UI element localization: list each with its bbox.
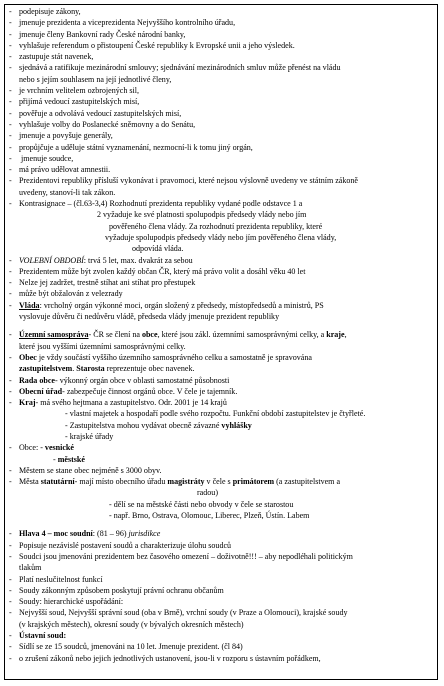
spacer: [19, 322, 433, 329]
list-item-continuation: - Zastupitelstva mohou vydávat obecně závazné vyhlášky: [65, 420, 252, 430]
list-item-continuation: uvedeny, stanoví-li tak zákon.: [19, 187, 116, 197]
list-item: - Městem se stane obec nejméně s 3000 obyv.: [9, 465, 162, 475]
list-item: - vyhlašuje referendum o přistoupení České republiky k Evropské unii a jeho výsledek.: [9, 40, 295, 50]
list-item: - sjednává a ratifikuje mezinárodní smlouvy; sjednávání mezinárodních smluv může přenést na vládu: [9, 63, 341, 73]
list-item: - Územní samospráva- ČR se člení na obce, které jsou zákl. územními samosprávnými celky, a kraje,: [9, 330, 347, 340]
list-item: - podepisuje zákony,: [9, 7, 81, 16]
list-item: - Nejvyšší soud, Nejvyšší správní soud (oba v Brně), vrchní soudy (v Praze a Olomouci), krajské soudy: [9, 608, 348, 618]
list-item-continuation: vyžaduje spolupodpis předsedy vlády nebo jím pověřeného člena vlády,: [105, 232, 337, 242]
spacer: [19, 521, 433, 528]
list-item: - Ústavní soud:: [9, 631, 67, 641]
list-item: - Prezidentovi republiky přísluší vykonávat i pravomoci, které nejsou výslovně uvedeny ve státním zákoně: [9, 176, 359, 186]
list-item: - o zrušení zákonů nebo jejich jednotlivých ustanovení, jsou-li v rozporu s ústavním pořádkem,: [9, 653, 321, 663]
list-item: - VOLEBNÍ OBDOBÍ: trvá 5 let, max. dvakrát za sebou: [9, 255, 193, 265]
list-item: - Soudy: hierarchické uspořádání:: [9, 597, 124, 607]
list-item: - Obec je vždy součástí vyššího územního samosprávného celku a samostatně je spravována: [9, 352, 312, 362]
list-item-continuation: tlakům: [19, 563, 42, 573]
list-item: - je vrchním velitelem ozbrojených sil,: [9, 86, 139, 96]
list-item-continuation: - např. Brno, Ostrava, Olomouc, Liberec, Plzeň, Ústín. Labem: [109, 511, 310, 521]
list-item-continuation: odpovídá vláda.: [132, 244, 184, 254]
list-item: - Kontrasignace – (čl.63-3,4) Rozhodnutí prezidenta republiky vydané podle odstavce 1 a: [9, 199, 303, 209]
list-item: - pověřuje a odvolává vedoucí zastupitelských misí,: [9, 108, 182, 118]
list-item: - Obecní úřad- zabezpečuje činnost orgánů obce. V čele je tajemník.: [9, 386, 238, 396]
list-item: - jmenuje prezidenta a viceprezidenta Nejvyššího kontrolního úřadu,: [9, 18, 236, 28]
list-item-continuation: 2 vyžaduje ke své platnosti spolupodpis předsedy vlády nebo jím: [97, 210, 307, 220]
list-item: - může být obžalován z velezrady: [9, 289, 123, 299]
list-item-continuation: - městské: [53, 454, 85, 464]
list-item: - jmenuje soudce,: [9, 153, 74, 163]
list-item: - má právo udělovat amnestii.: [9, 165, 111, 175]
list-item: - Prezidentem může být zvolen každý občan ČR, který má právo volit a dosáhl věku 40 let: [9, 266, 306, 276]
list-item: - Města statutární- mají místo obecního úřadu magistráty v čele s primátorem (a zastupitelstvem a: [9, 477, 341, 487]
list-item: - přijímá vedoucí zastupitelských misí,: [9, 97, 140, 107]
list-item: - Hlava 4 – moc soudní: (81 – 96) jurisdikce: [9, 529, 161, 539]
list-item-continuation: - krajské úřady: [65, 431, 114, 441]
list-item: - Rada obce- výkonný orgán obce v oblasti samostatné působnosti: [9, 375, 230, 385]
list-item-continuation: radou): [197, 488, 219, 498]
list-item: - Nelze jej zadržet, trestně stíhat ani stíhat pro přestupek: [9, 278, 196, 288]
list-item: - Platí neslučitelnost funkcí: [9, 574, 103, 584]
list-item: - Kraj- má svého hejtmana a zastupitelstvo. Odr. 2001 je 14 krajů: [9, 398, 227, 408]
list-item: - Popisuje nezávislé postavení soudů a charakterizuje úlohu soudců: [9, 540, 232, 550]
list-item: - vyhlašuje volby do Poslanecké sněmovny a do Senátu,: [9, 119, 196, 129]
list-item: - jmenuje členy Bankovní rady České národní banky,: [9, 29, 186, 39]
list-item-continuation: - vlastní majetek a hospodaří podle svého rozpočtu. Funkční období zastupitelstev je čtyřleté.: [65, 409, 366, 419]
list-item: - Vláda: vrcholný orgán výkonné moci, orgán složený z předsedy, místopředsedů a ministrů, PS: [9, 300, 324, 310]
list-item-continuation: pověřeného člena vlády. Za rozhodnutí prezidenta republiky, které: [109, 221, 323, 231]
list-item: - Soudy zákonným způsobem poskytují právní ochranu občanům: [9, 585, 224, 595]
document-page: [4, 4, 438, 680]
list-item-continuation: zastupitelstvem. Starosta reprezentuje obec navenek.: [19, 364, 195, 374]
list-item-continuation: které jsou vyššími územními samosprávnými celky.: [19, 341, 186, 351]
list-item: - jmenuje a povyšuje generály,: [9, 131, 113, 141]
list-item: - zastupuje stát navenek,: [9, 52, 94, 62]
list-item: - Obce: - vesnické: [9, 443, 74, 453]
list-item-continuation: vyslovuje důvěru či nedůvěru vládě, předseda vlády jmenuje prezident republiky: [19, 312, 280, 322]
list-item: - Sídlí se ze 15 soudců, jmenováni na 10 let. Jmenuje prezident. (čl 84): [9, 642, 243, 652]
list-item-continuation: (v krajských městech), okresní soudy (v bývalých okresních městech): [19, 619, 244, 629]
list-item-continuation: - dělí se na městské části nebo obvody v čele se starostou: [109, 499, 294, 509]
list-item-continuation: nebo s jejím souhlasem na její jednotlivé členy,: [19, 74, 172, 84]
list-item: - Soudci jsou jmenováni prezidentem bez časového omezení – doživotně!!! – aby nepodléhali politickým: [9, 551, 353, 561]
list-item: - propůjčuje a uděluje státní vyznamenání, nezmocní-li k tomu jiný orgán,: [9, 142, 253, 152]
